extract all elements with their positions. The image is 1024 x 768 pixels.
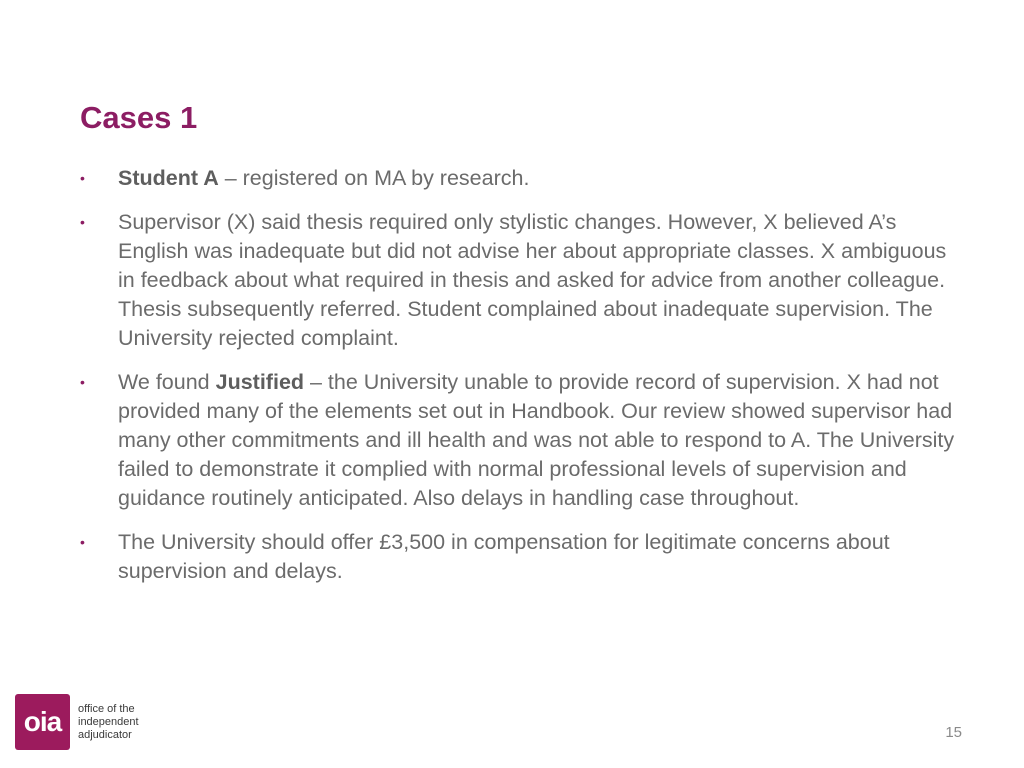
logo-line: office of the: [78, 702, 135, 715]
bullet-item: [80, 208, 960, 353]
bullet-item: [80, 528, 960, 586]
bullet-bold-text: Justified: [215, 370, 305, 394]
bullet-icon: •: [80, 534, 85, 550]
bullet-prefix-text: We found: [118, 370, 216, 394]
logo-line: adjudicator: [78, 728, 132, 741]
bullet-icon: •: [80, 374, 85, 390]
bullet-text: Supervisor (X) said thesis required only stylistic changes. However, X believed A’s English was inadequate but did not advise her about appropriate classes. X ambiguous in feedback about what required in thesis and asked for advice from another colleague. Thesis subsequently referred. Student complained about inadequate supervision. The University rejected complaint.: [118, 210, 947, 350]
bullet-text: The University should offer £3,500 in compensation for legitimate concerns about supervision and delays.: [118, 530, 890, 583]
bullet-item: [80, 368, 960, 513]
oia-logo-mark: oia: [15, 694, 70, 750]
page-number: 15: [945, 724, 962, 741]
slide-title: Cases 1: [80, 100, 198, 135]
bullet-text: – the University unable to provide record of supervision. X had not provided many of the elements set out in Handbook. Our review showed supervisor had many other commitments and ill health and was not able to respond to A. The University failed to demonstrate it complied with normal professional levels of supervision and guidance routinely anticipated. Also delays in handling case throughout.: [118, 370, 955, 510]
oia-logo: [15, 694, 139, 750]
bullet-icon: •: [80, 214, 85, 230]
bullet-bold-text: Student A: [118, 166, 219, 190]
oia-logo-text: [78, 703, 139, 742]
bullet-icon: •: [80, 170, 85, 186]
bullet-list: [80, 164, 960, 601]
bullet-item: [80, 164, 960, 193]
logo-line: independent: [78, 715, 139, 728]
bullet-text: – registered on MA by research.: [218, 166, 530, 190]
